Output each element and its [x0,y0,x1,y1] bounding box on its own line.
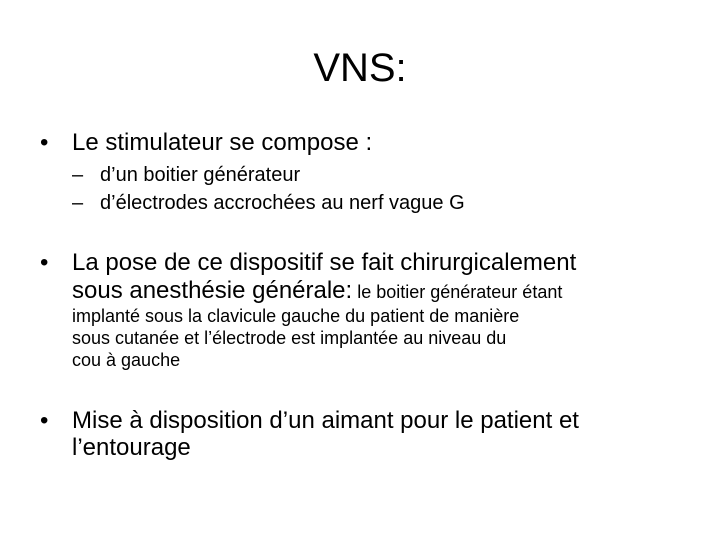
bullet-icon: • [40,407,49,434]
bullet-continuation-line-3: cou à gauche [72,350,181,370]
dash-icon: – [72,192,84,214]
subitem-text: d’électrodes accrochées au nerf vague G [100,192,465,214]
bullet-text-line-2: l’entourage [72,434,191,461]
bullet-icon: • [40,129,49,156]
bullet-implantation [40,251,700,373]
dash-icon: – [72,164,84,186]
bullet-text-line-1: Mise à disposition d’un aimant pour le patient et [72,407,579,434]
subitem-text: d’un boitier générateur [100,164,301,186]
bullet-text-line-2 [72,279,712,303]
bullet-icon: • [40,249,49,276]
slide-title: VNS: [313,46,407,90]
bullet-magnet [40,409,700,465]
bullet-continuation-line-2: sous cutanée et l’électrode est implantée au niveau du [72,328,507,348]
bullet-continuation-line-1: implanté sous la clavicule gauche du patient de manière [72,306,520,326]
generator-text: le boitier générateur étant [352,282,563,302]
bullet-text-line-1: La pose de ce dispositif se fait chirurgicalement [72,249,577,276]
bullet-text: Le stimulateur se compose : [72,129,373,156]
anesthesia-text: sous anesthésie générale: [72,277,353,304]
